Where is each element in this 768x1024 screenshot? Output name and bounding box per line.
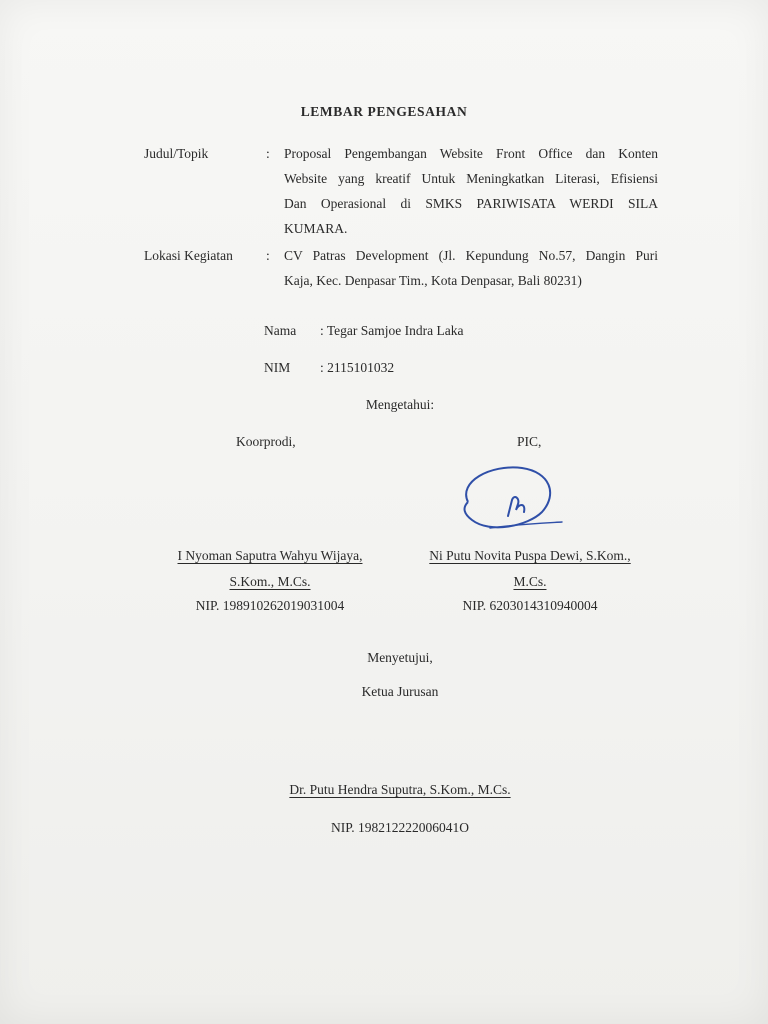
nim-value: : 2115101032 [320, 360, 395, 375]
lokasi-line-2: Kaja, Kec. Denpasar Tim., Kota Denpasar, Bali 80231) [284, 273, 582, 288]
judul-line-3: Dan Operasional di SMKS PARIWISATA WERDI SILA [284, 196, 658, 211]
koorprodi-name-line1: I Nyoman Saputra Wahyu Wijaya, [177, 548, 363, 563]
judul-label: Judul/Topik [144, 146, 209, 161]
menyetujui-label: Menyetujui, [367, 650, 433, 665]
pic-role: PIC, [517, 434, 542, 449]
pic-name-line2: M.Cs. [513, 574, 547, 589]
koorprodi-role: Koorprodi, [236, 434, 296, 449]
document-title: LEMBAR PENGESAHAN [300, 104, 468, 119]
lokasi-colon: : [266, 248, 270, 263]
nama-label: Nama [264, 323, 297, 338]
judul-line-2: Website yang kreatif Untuk Meningkatkan Literasi, Efisiensi [284, 171, 658, 186]
judul-value [284, 141, 658, 241]
nama-value: : Tegar Samjoe Indra Laka [320, 323, 464, 338]
lokasi-line-1: CV Patras Development (Jl. Kepundung No.57, Dangin Puri [284, 248, 658, 263]
ketua-name: Dr. Putu Hendra Suputra, S.Kom., M.Cs. [289, 782, 511, 797]
judul-line-1: Proposal Pengembangan Website Front Office dan Konten [284, 146, 658, 161]
lokasi-value [284, 243, 658, 293]
pic-name-line1: Ni Putu Novita Puspa Dewi, S.Kom., [429, 548, 631, 563]
judul-line-4: KUMARA. [284, 221, 348, 236]
nim-label: NIM [264, 360, 291, 375]
ketua-jurusan-role: Ketua Jurusan [361, 684, 439, 699]
pic-signature-icon [450, 462, 570, 544]
lokasi-label: Lokasi Kegiatan [144, 248, 233, 263]
koorprodi-nip: NIP. 198910262019031004 [195, 598, 345, 613]
koorprodi-name-line2: S.Kom., M.Cs. [229, 574, 311, 589]
judul-colon: : [266, 146, 270, 161]
ketua-nip: NIP. 198212222006041O [330, 820, 469, 835]
mengetahui-label: Mengetahui: [365, 397, 435, 412]
pic-nip: NIP. 6203014310940004 [462, 598, 598, 613]
